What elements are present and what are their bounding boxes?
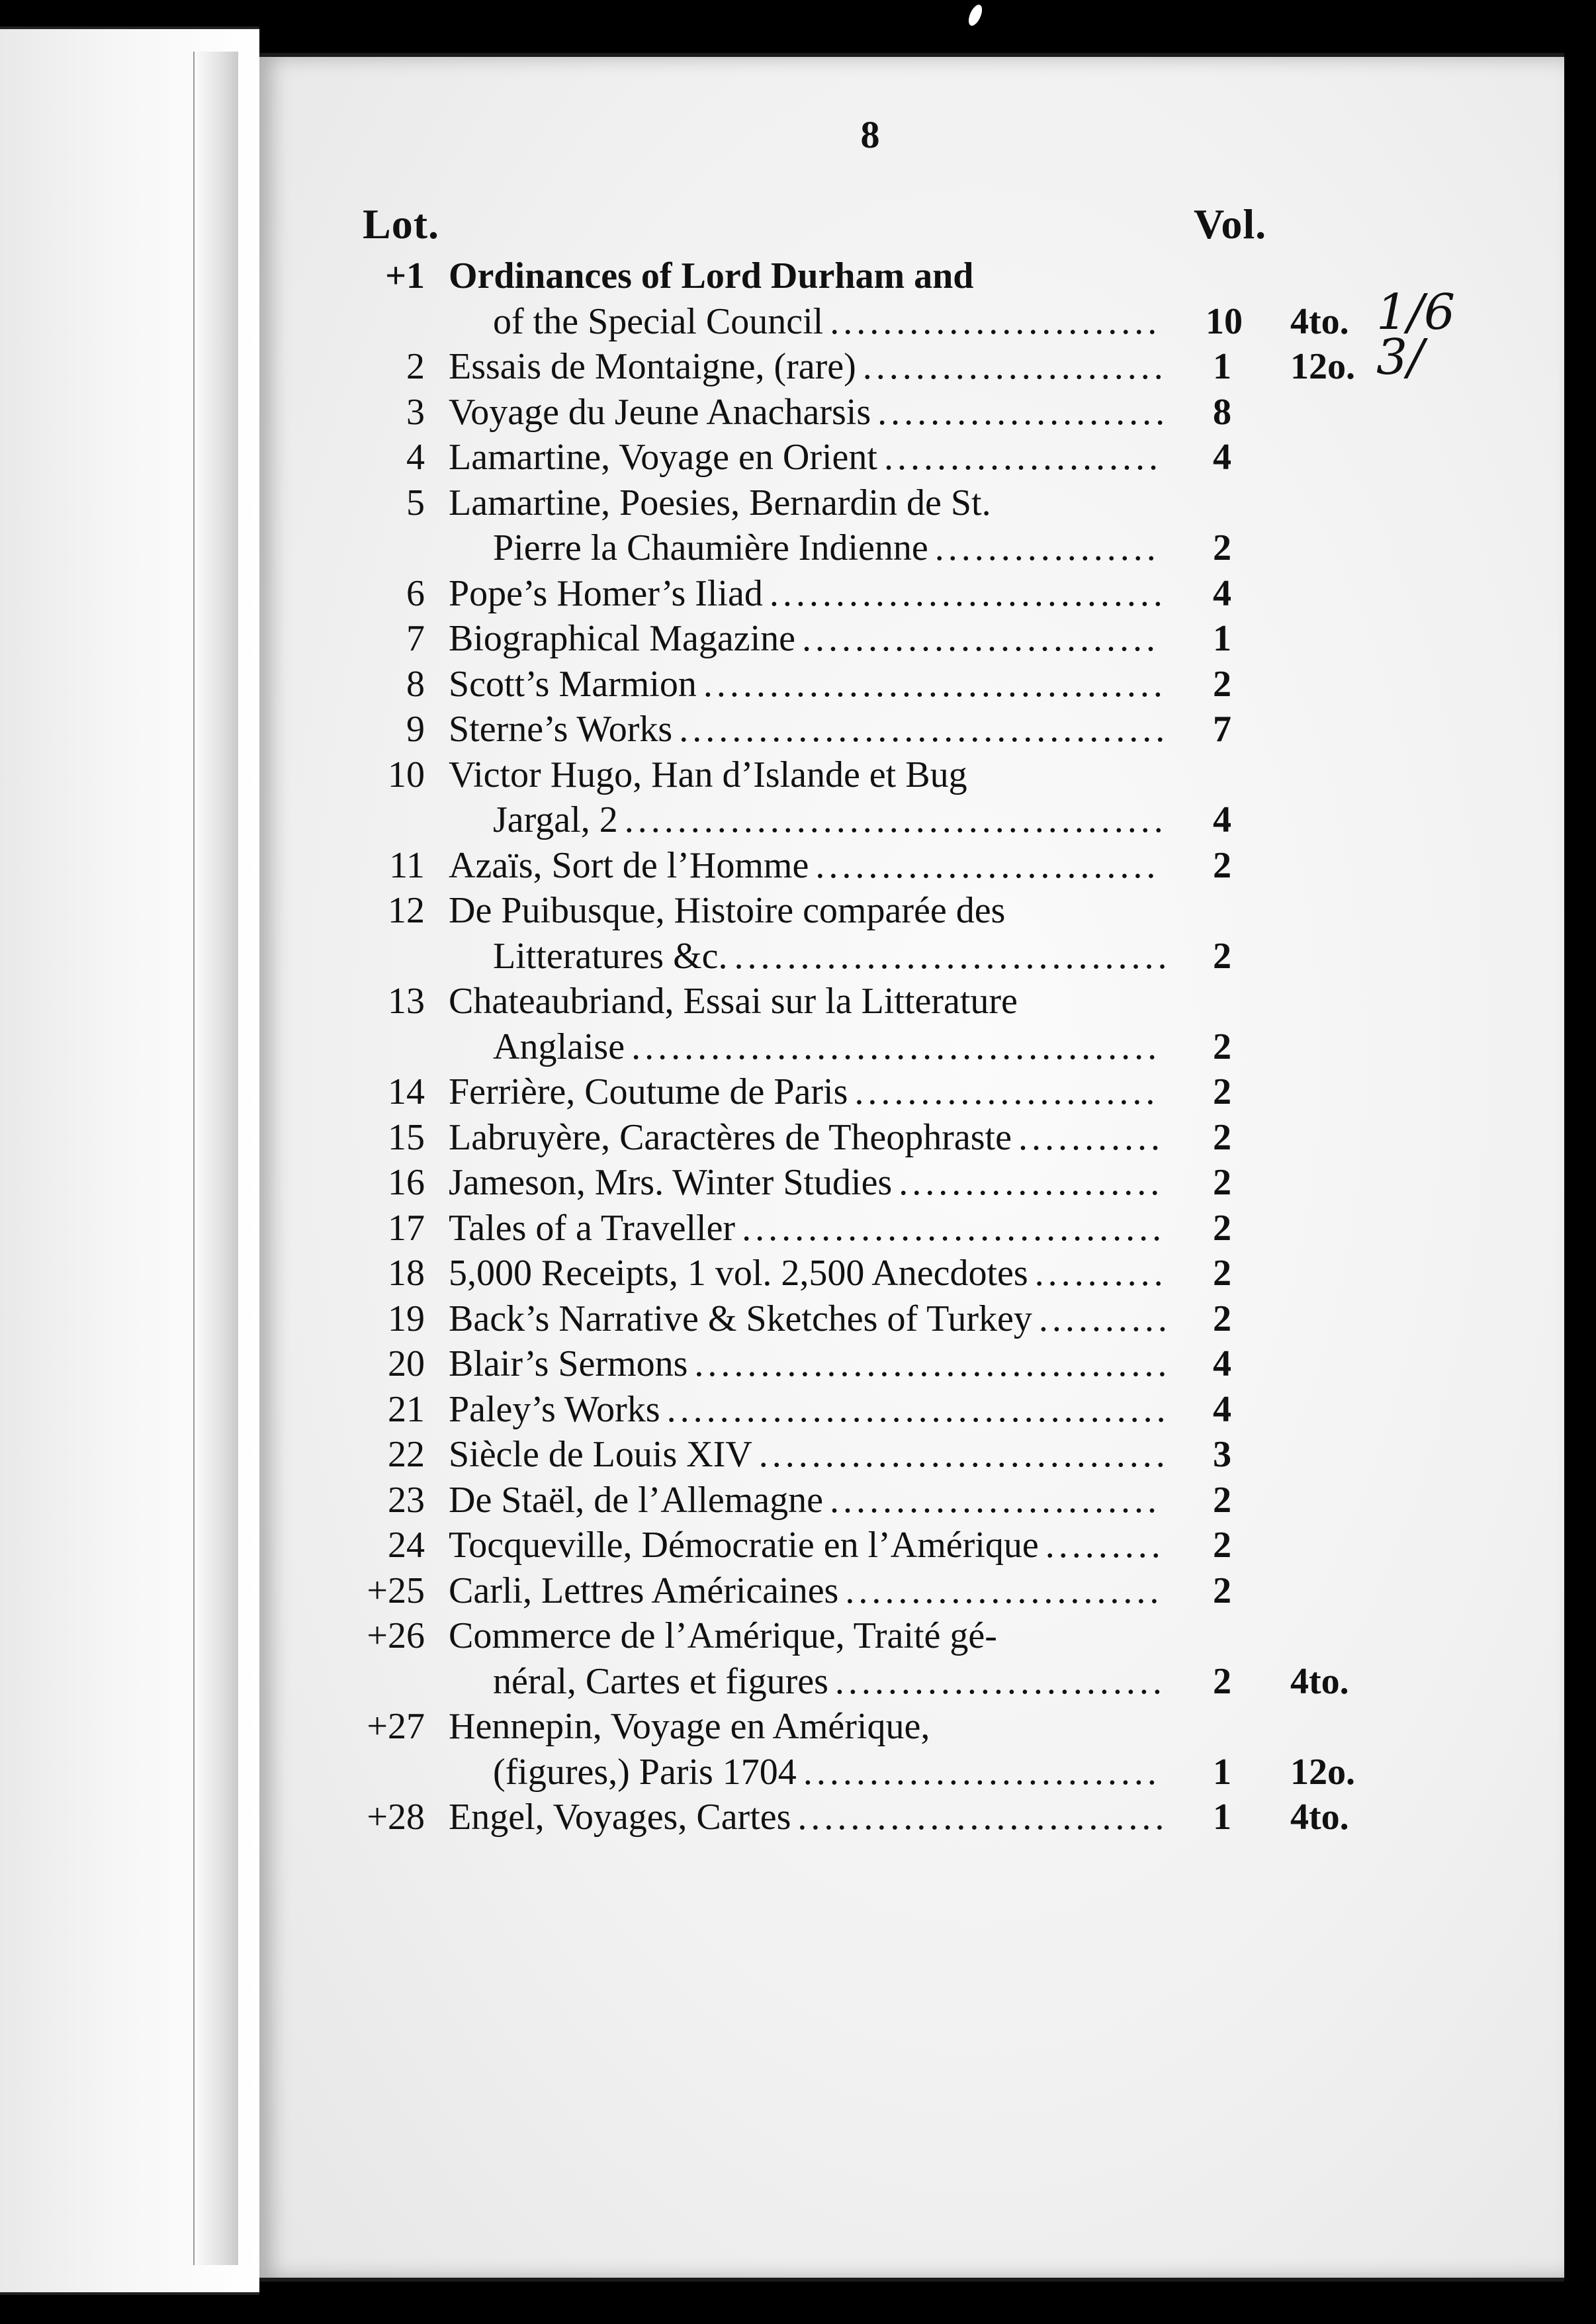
lot-description: Ordinances of Lord Durham and (449, 255, 974, 296)
volume-count: 4 (1213, 799, 1231, 840)
lot-number: 6 (406, 572, 425, 614)
lot-number: +26 (367, 1615, 425, 1656)
catalogue-line (0, 480, 1596, 526)
book-format: 4to. (1290, 300, 1349, 342)
volume-count: 1 (1213, 346, 1231, 387)
dot-leader: ............................ (797, 1797, 1169, 1838)
catalogue-line (0, 1568, 1596, 1614)
catalogue-line (0, 1069, 1596, 1115)
volume-count: 2 (1213, 1071, 1231, 1112)
volume-count: 2 (1213, 1570, 1231, 1611)
lot-description: Siècle de Louis XIV (449, 1434, 752, 1475)
lot-number: 4 (406, 437, 425, 478)
book-format: 12o. (1290, 346, 1355, 387)
lot-description: néral, Cartes et figures (493, 1660, 828, 1702)
lot-description: Back’s Narrative & Sketches of Turkey (449, 1298, 1032, 1339)
lot-description: Tocqueville, Démocratie en l’Amérique (449, 1525, 1039, 1566)
dot-leader: ......................... (834, 1660, 1166, 1702)
lot-number: 23 (388, 1479, 425, 1521)
lot-description: Engel, Voyages, Cartes (449, 1797, 791, 1838)
catalogue-line (0, 887, 1596, 934)
dot-leader: ........... (1018, 1116, 1164, 1158)
volume-count: 4 (1213, 1343, 1231, 1384)
catalogue-line (0, 1431, 1596, 1478)
catalogue-line (0, 1794, 1596, 1840)
scan-speck (966, 3, 985, 28)
lot-number: 24 (388, 1525, 425, 1566)
catalogue-line (0, 1024, 1596, 1070)
lot-description: Paley’s Works (449, 1388, 660, 1430)
dot-leader: ................. (934, 527, 1160, 568)
dot-leader: ......................................... (624, 799, 1167, 840)
dot-leader: ........................................ (631, 1026, 1161, 1067)
catalogue-line (0, 329, 1596, 390)
lot-description: Jameson, Mrs. Winter Studies (449, 1162, 893, 1203)
dot-leader: ................................... (703, 663, 1167, 705)
lot-description: (figures,) Paris 1704 (493, 1751, 797, 1793)
book-format: 12o. (1290, 1751, 1355, 1793)
lot-description: Scott’s Marmion (449, 663, 697, 705)
lot-description: Victor Hugo, Han d’Islande et Bug (449, 754, 967, 795)
dot-leader: ...................... (877, 391, 1169, 433)
lot-description: Biographical Magazine (449, 618, 796, 659)
catalogue-line (0, 525, 1596, 571)
catalogue-line (0, 1159, 1596, 1206)
lot-number: +28 (367, 1797, 425, 1838)
dot-leader: ............................... (758, 1434, 1169, 1475)
volume-count: 1 (1213, 1751, 1231, 1793)
lot-number: 17 (388, 1207, 425, 1249)
lot-number: 2 (406, 346, 425, 387)
catalogue-line (0, 1296, 1596, 1342)
volume-count: 2 (1213, 663, 1231, 705)
catalogue-line (0, 1205, 1596, 1251)
lot-number: 7 (406, 618, 425, 659)
lot-description: Pierre la Chaumière Indienne (493, 527, 928, 568)
lot-description: Labruyère, Caractères de Theophraste (449, 1116, 1012, 1158)
lot-description: Anglaise (493, 1026, 625, 1067)
volume-count: 2 (1213, 1207, 1231, 1249)
lot-number: 15 (388, 1116, 425, 1158)
lot-number: 13 (388, 981, 425, 1022)
lot-number: 11 (389, 844, 425, 886)
dot-leader: .................................... (694, 1343, 1171, 1384)
dot-leader: ..................................... (679, 709, 1169, 750)
catalogue-line (0, 570, 1596, 617)
lot-number: 20 (388, 1343, 425, 1384)
lot-column-header: Lot. (363, 201, 439, 247)
volume-count: 1 (1213, 1797, 1231, 1838)
catalogue-line (0, 434, 1596, 480)
lot-description: Ferrière, Coutume de Paris (449, 1071, 848, 1112)
lot-number: 12 (388, 890, 425, 931)
lot-number: 21 (388, 1388, 425, 1430)
dot-leader: .......................... (815, 844, 1160, 886)
lot-description: Tales of a Traveller (449, 1207, 736, 1249)
lot-description: Lamartine, Voyage en Orient (449, 437, 877, 478)
catalogue-line (0, 1386, 1596, 1433)
catalogue-line (0, 615, 1596, 662)
catalogue-line (0, 253, 1596, 299)
dot-leader: ................................ (742, 1207, 1166, 1249)
lot-number: 10 (388, 754, 425, 795)
page-number: 8 (860, 113, 880, 156)
lot-number: 18 (388, 1253, 425, 1294)
dot-leader: ........................ (845, 1570, 1163, 1611)
lot-description: Jargal, 2 (493, 799, 618, 840)
volume-count: 2 (1213, 1298, 1231, 1339)
dot-leader: ......................... (830, 300, 1161, 342)
lot-description: Chateaubriand, Essai sur la Litterature (449, 981, 1018, 1022)
lot-description: Commerce de l’Amérique, Traité gé- (449, 1615, 997, 1656)
lot-number: 19 (388, 1298, 425, 1339)
lot-number: +27 (367, 1706, 425, 1747)
catalogue-line (0, 1114, 1596, 1161)
book-format: 4to. (1290, 1660, 1349, 1702)
catalogue-line (0, 1341, 1596, 1387)
lot-number: +25 (367, 1570, 425, 1611)
lot-number: 14 (388, 1071, 425, 1112)
handwritten-price-note: 1/6 (1376, 283, 1456, 341)
volume-count: 2 (1213, 1525, 1231, 1566)
catalogue-line (0, 1522, 1596, 1568)
lot-description: Sterne’s Works (449, 709, 673, 750)
lot-description: Blair’s Sermons (449, 1343, 688, 1384)
volume-count: 3 (1213, 1434, 1231, 1475)
dot-leader: ......... (1045, 1525, 1165, 1566)
volume-count: 2 (1213, 935, 1231, 977)
volume-count: 10 (1206, 300, 1243, 342)
lot-description: Litteratures &c. (493, 935, 728, 977)
volume-count: 4 (1213, 572, 1231, 614)
catalogue-line (0, 1477, 1596, 1523)
dot-leader: ..................... (883, 437, 1162, 478)
lot-description: of the Special Council (493, 300, 824, 342)
volume-count: 2 (1213, 1660, 1231, 1702)
lot-number: +1 (385, 255, 425, 296)
volume-count: 2 (1213, 1026, 1231, 1067)
lot-description: Essais de Montaigne, (rare) (449, 346, 856, 387)
lot-description: Voyage du Jeune Anacharsis (449, 391, 871, 433)
volume-count: 1 (1213, 618, 1231, 659)
lot-description: 5,000 Receipts, 1 vol. 2,500 Anecdotes (449, 1253, 1028, 1294)
volume-count: 2 (1213, 844, 1231, 886)
dot-leader: .................... (899, 1162, 1164, 1203)
lot-description: Carli, Lettres Américaines (449, 1570, 839, 1611)
volume-count: 2 (1213, 527, 1231, 568)
book-format: 4to. (1290, 1797, 1349, 1838)
catalogue-line (0, 706, 1596, 752)
dot-leader: ...................................... (666, 1388, 1170, 1430)
catalogue-line (0, 1749, 1596, 1795)
volume-count: 2 (1213, 1116, 1231, 1158)
catalogue-line (0, 1703, 1596, 1750)
dot-leader: .............................. (769, 572, 1167, 614)
lot-number: 22 (388, 1434, 425, 1475)
lot-number: 5 (406, 482, 425, 523)
lot-description: Pope’s Homer’s Iliad (449, 572, 763, 614)
volume-count: 7 (1213, 709, 1231, 750)
dot-leader: ................................. (734, 935, 1171, 977)
volume-count: 4 (1213, 1388, 1231, 1430)
vol-column-header: Vol. (1194, 201, 1267, 247)
dot-leader: .......... (1034, 1253, 1167, 1294)
lot-description: Azaïs, Sort de l’Homme (449, 844, 809, 886)
catalogue-line (0, 978, 1596, 1024)
catalogue-line (0, 1658, 1596, 1705)
catalogue-line (0, 842, 1596, 889)
lot-number: 9 (406, 709, 425, 750)
catalogue-line (0, 1613, 1596, 1659)
lot-description: Hennepin, Voyage en Amérique, (449, 1706, 930, 1747)
lot-description: De Puibusque, Histoire comparée des (449, 890, 1006, 931)
lot-description: Lamartine, Poesies, Bernardin de St. (449, 482, 991, 523)
lot-number: 3 (406, 391, 425, 433)
dot-leader: ....................... (862, 346, 1167, 387)
catalogue-line (0, 389, 1596, 435)
volume-count: 2 (1213, 1162, 1231, 1203)
dot-leader: .......... (1038, 1298, 1171, 1339)
volume-count: 2 (1213, 1479, 1231, 1521)
dot-leader: ........................... (802, 618, 1160, 659)
catalogue-line (0, 283, 1596, 345)
volume-count: 4 (1213, 437, 1231, 478)
dot-leader: ......................... (830, 1479, 1161, 1521)
handwritten-price-note: 3/ (1376, 329, 1425, 386)
catalogue-line (0, 797, 1596, 843)
volume-count: 8 (1213, 391, 1231, 433)
catalogue-line (0, 1250, 1596, 1296)
lot-description: De Staël, de l’Allemagne (449, 1479, 824, 1521)
dot-leader: ........................... (803, 1751, 1161, 1793)
lot-number: 8 (406, 663, 425, 705)
volume-count: 2 (1213, 1253, 1231, 1294)
lot-number: 16 (388, 1162, 425, 1203)
catalogue-line (0, 661, 1596, 707)
catalogue-line (0, 752, 1596, 798)
catalogue-line (0, 933, 1596, 979)
dot-leader: ....................... (854, 1071, 1159, 1112)
